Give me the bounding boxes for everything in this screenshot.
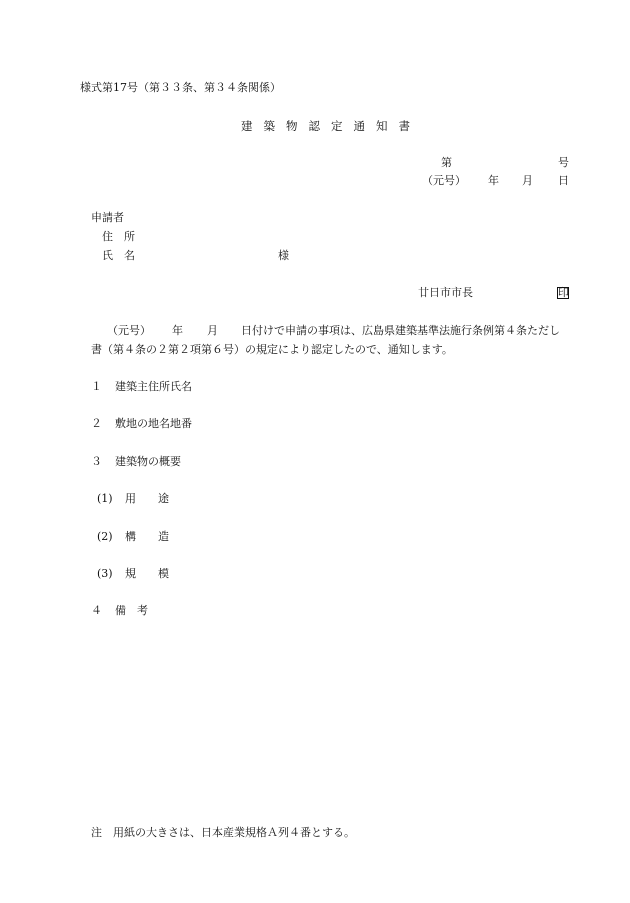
date-year: 年	[488, 174, 499, 187]
item-2-label: 敷地の地名地番	[115, 417, 192, 430]
item-3-label: 建築物の概要	[115, 455, 181, 468]
subitem-1-num: (1)	[97, 492, 113, 505]
number-prefix: 第	[441, 156, 452, 169]
footer-note: 注 用紙の大きさは、日本産業規格Ａ列４番とする。	[91, 826, 355, 839]
date-era: （元号）	[422, 174, 466, 187]
body-line-2: 書（第４条の２第２項第６号）の規定により認定したので、通知します。	[91, 343, 453, 356]
item-3-num: ３	[91, 455, 102, 468]
applicant-label: 申請者	[91, 211, 124, 224]
subitem-3-num: (3)	[97, 567, 113, 580]
subitem-2-num: (2)	[97, 530, 113, 543]
seal-mark	[558, 286, 569, 300]
form-label: 様式第17号（第３３条、第３４条関係）	[80, 81, 281, 94]
remarks-num: ４	[91, 604, 102, 617]
name-label: 氏 名	[102, 249, 135, 262]
body-era: （元号）	[107, 324, 151, 337]
subitem-3-label: 規 模	[125, 567, 169, 580]
remarks-label: 備 考	[115, 604, 148, 617]
body-line-1: 日付けで申請の事項は、広島県建築基準法施行条例第４条ただし	[241, 324, 560, 337]
document-title: 建築物認定通知書	[241, 119, 421, 133]
item-1-label: 建築主住所氏名	[115, 380, 192, 393]
subitem-1-label: 用 途	[125, 492, 169, 505]
subitem-2-label: 構 造	[125, 530, 169, 543]
issuer-title: 廿日市市長	[418, 286, 473, 299]
body-year: 年	[172, 324, 183, 337]
item-2-num: ２	[91, 417, 102, 430]
body-month: 月	[207, 324, 218, 337]
date-month: 月	[522, 174, 533, 187]
date-day: 日	[558, 174, 569, 187]
item-1-num: １	[91, 380, 102, 393]
number-suffix: 号	[558, 156, 569, 169]
honorific: 様	[278, 249, 289, 262]
seal-text: 印	[558, 286, 569, 299]
address-label: 住 所	[102, 230, 135, 243]
